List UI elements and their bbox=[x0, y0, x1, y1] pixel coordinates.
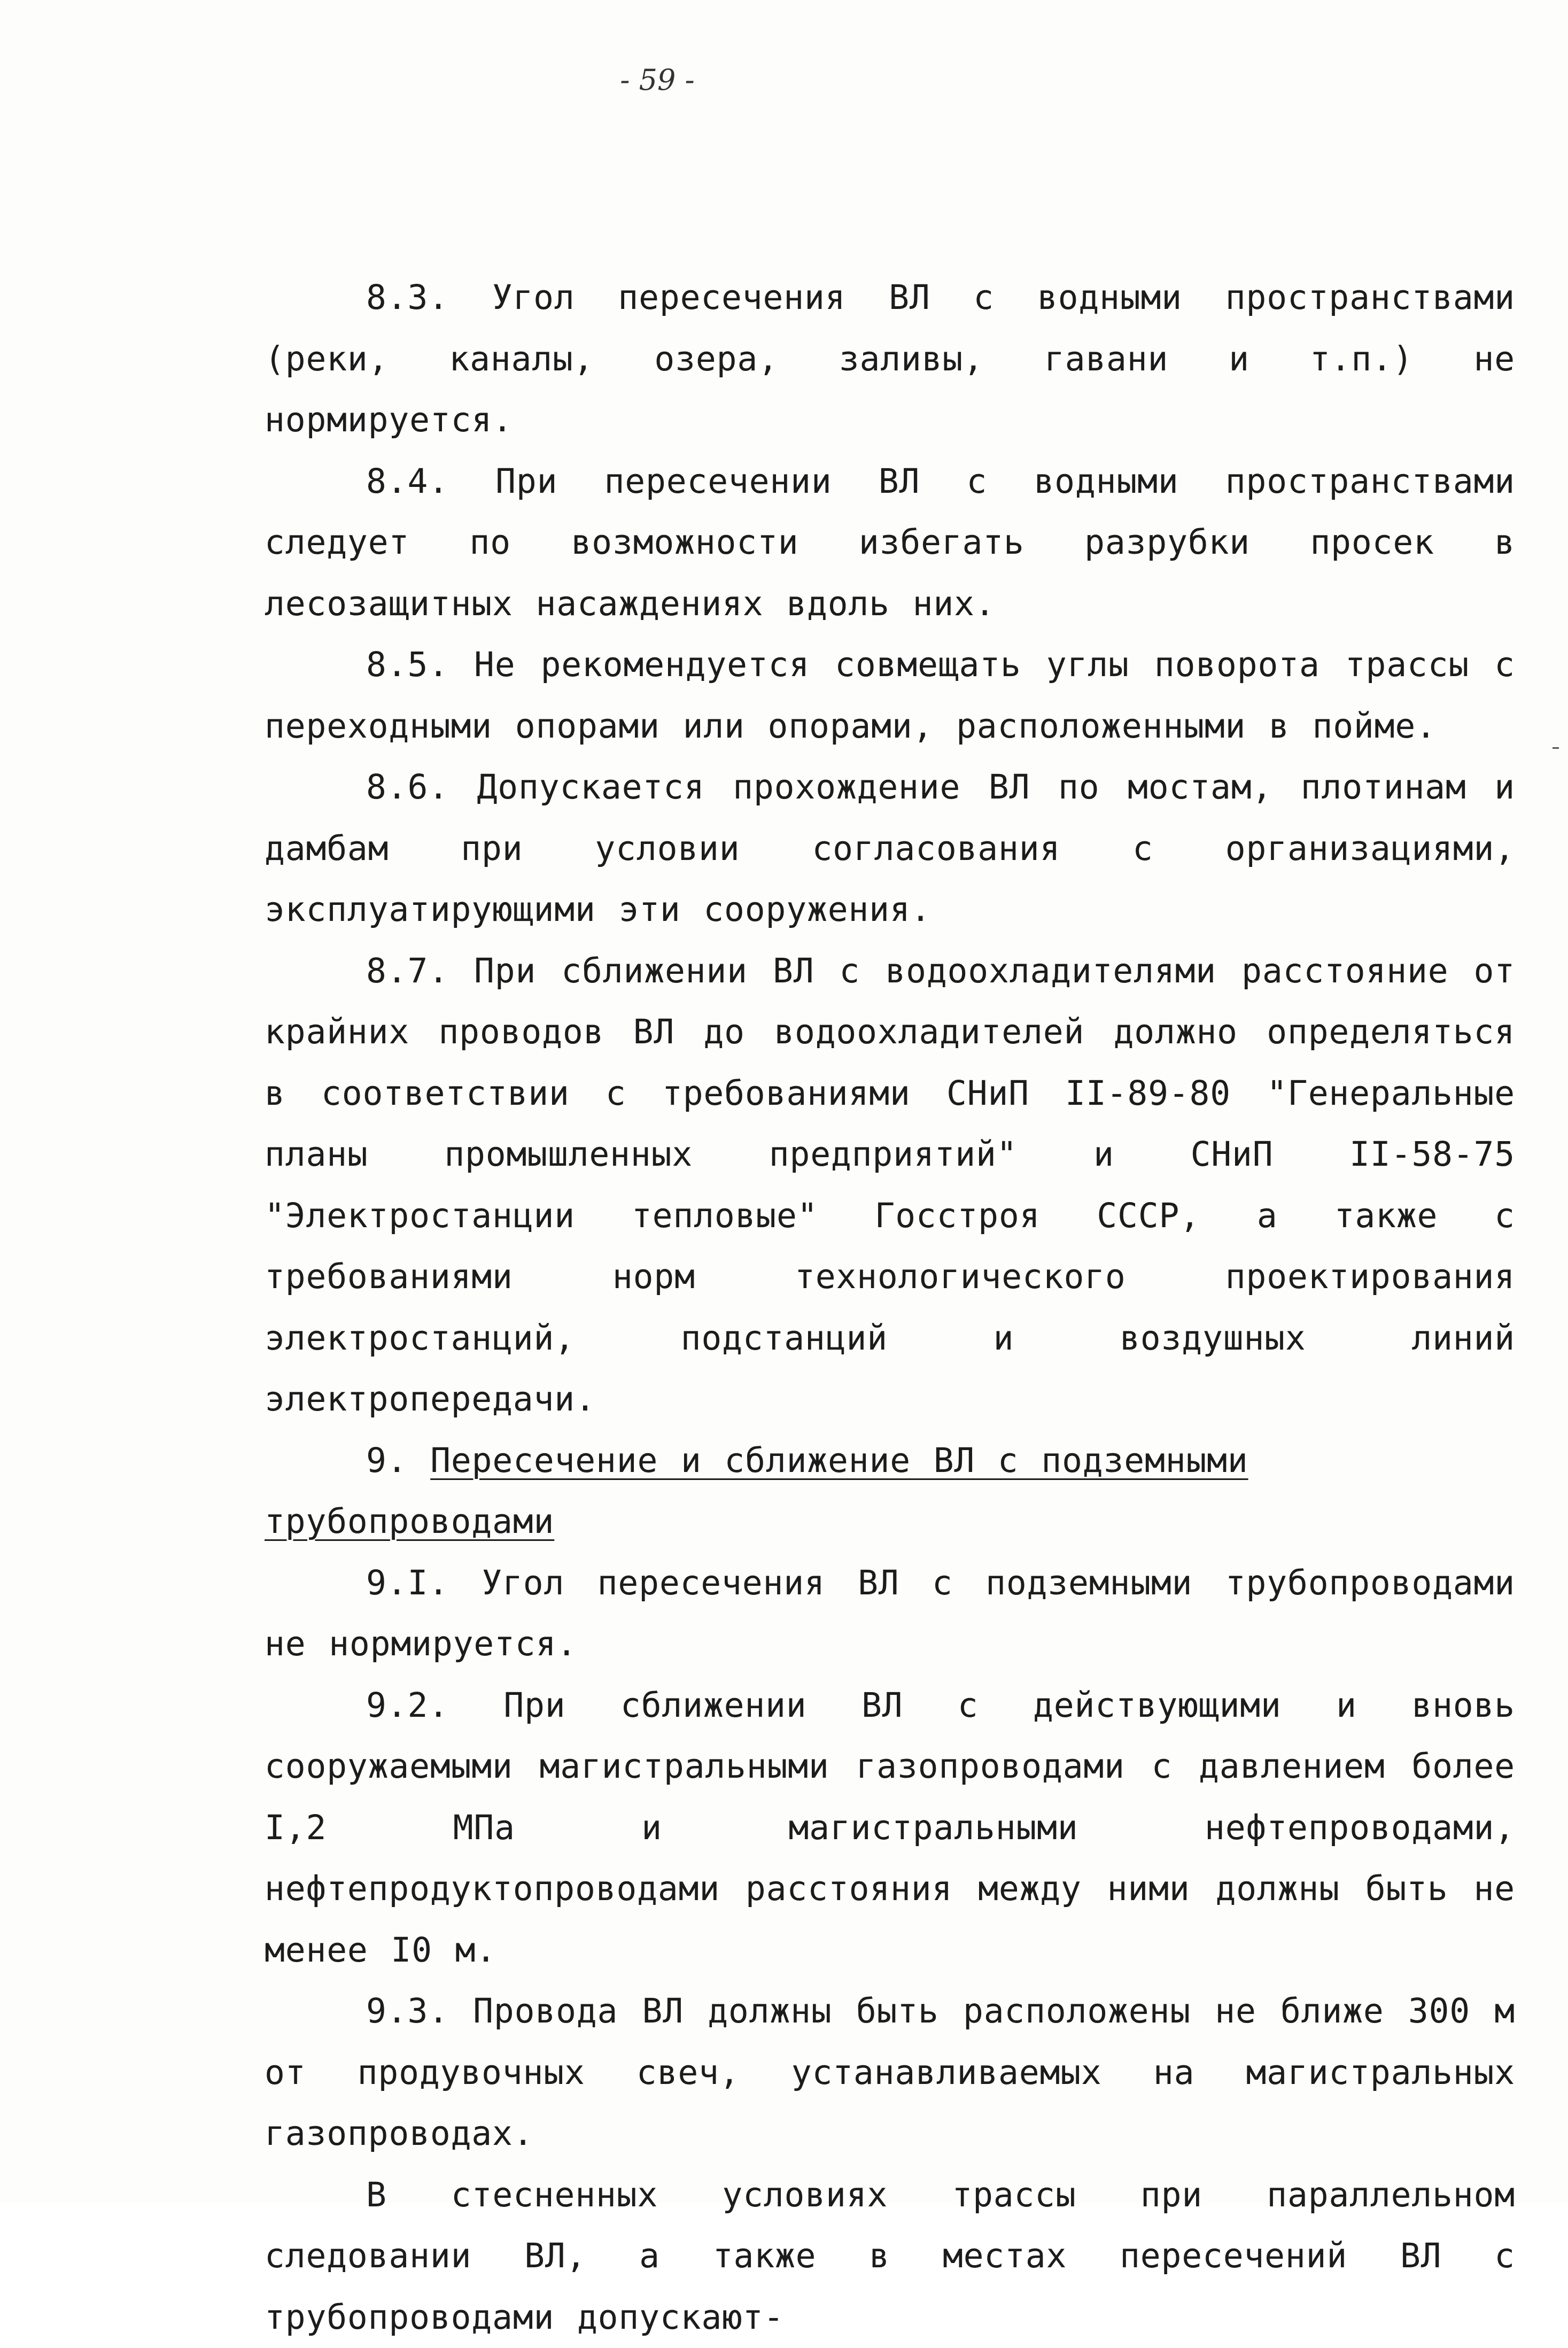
section-9-title: Пересечение и сближение ВЛ с подземными трубопроводами bbox=[265, 1441, 1248, 1541]
section-9-number: 9. bbox=[366, 1441, 407, 1480]
paragraph-8-5: 8.5. Не рекомендуется совмещать углы поворота трассы с переходными опорами или опорами, расположенными в пойме. bbox=[265, 634, 1515, 757]
paragraph-9-3-continued: В стесненных условиях трассы при параллельном следовании ВЛ, а также в местах пересечений ВЛ с трубопроводами допускают- bbox=[265, 2165, 1515, 2348]
document-body bbox=[265, 267, 1515, 2348]
paragraph-8-6: 8.6. Допускается прохождение ВЛ по мостам, плотинам и дамбам при условии согласования с организациями, эксплуатирующими эти сооружения. bbox=[265, 757, 1515, 941]
paragraph-8-3: 8.3. Угол пересечения ВЛ с водными пространствами (реки, каналы, озера, заливы, гавани и т.п.) не нормируется. bbox=[265, 267, 1515, 451]
paragraph-8-7: 8.7. При сближении ВЛ с водоохладителями расстояние от крайних проводов ВЛ до водоохладителей должно определяться в соответствии с требованиями СНиП II-89-80 "Генеральные планы промышленных предприятий" и СНиП II-58-75 "Электростанции тепловые" Госстроя СССР, а также с требованиями норм технологического проектирования электростанций, подстанций и воздушных линий электропередачи. bbox=[265, 941, 1515, 1430]
margin-mark bbox=[1553, 747, 1559, 749]
paragraph-9-3: 9.3. Провода ВЛ должны быть расположены не ближе 300 м от продувочных свеч, устанавливаемых на магистральных газопроводах. bbox=[265, 1981, 1515, 2165]
paragraph-9-1: 9.I. Угол пересечения ВЛ с подземными трубопроводами не нормируется. bbox=[265, 1553, 1515, 1675]
page-number: - 59 - bbox=[599, 63, 716, 97]
section-9-heading bbox=[265, 1430, 1515, 1553]
paragraph-9-2: 9.2. При сближении ВЛ с действующими и вновь сооружаемыми магистральными газопроводами с давлением более I,2 МПа и магистральными нефтепроводами, нефтепродуктопроводами расстояния между ними должны быть не менее I0 м. bbox=[265, 1675, 1515, 1981]
paragraph-8-4: 8.4. При пересечении ВЛ с водными пространствами следует по возможности избегать разрубки просек в лесозащитных насаждениях вдоль них. bbox=[265, 451, 1515, 635]
